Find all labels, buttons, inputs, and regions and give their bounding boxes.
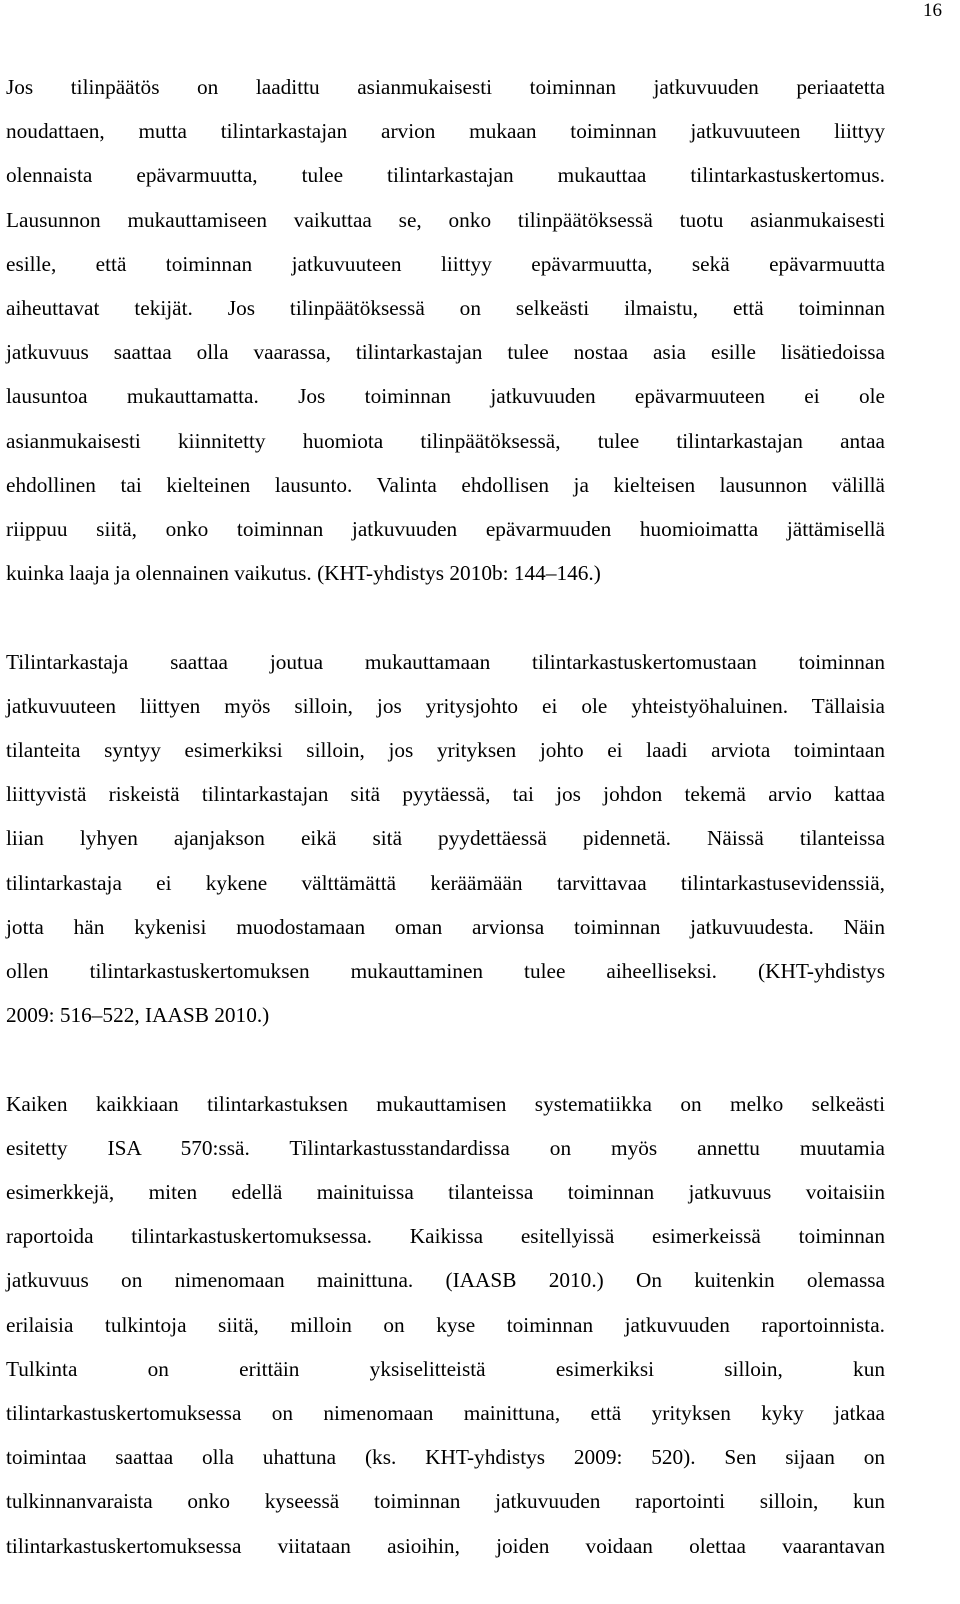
text-line: toimintaa saattaa olla uhattuna (ks. KHT-yhdistys 2009: 520). Sen sijaan on xyxy=(6,1445,885,1470)
text-line: jotta hän kykenisi muodostamaan oman arvionsa toiminnan jatkuvuudesta. Näin xyxy=(6,914,885,939)
text-line: jatkuvuus saattaa olla vaarassa, tilintarkastajan tulee nostaa asia esille lisätiedoissa xyxy=(6,340,885,365)
paragraph-going-concern-opinion xyxy=(6,65,885,595)
text-line: esitetty ISA 570:ssä. Tilintarkastusstandardissa on myös annettu muutamia xyxy=(6,1135,885,1160)
text-line: asianmukaisesti kiinnitetty huomiota tilinpäätöksessä, tulee tilintarkastajan antaa xyxy=(6,428,885,453)
text-line: esimerkkejä, miten edellä mainituissa tilanteissa toiminnan jatkuvuus voitaisiin xyxy=(6,1180,885,1205)
text-line: kuinka laaja ja olennainen vaikutus. (KHT-yhdistys 2010b: 144–146.) xyxy=(6,561,601,586)
text-line: tilintarkastuskertomuksessa viitataan asioihin, joiden voidaan olettaa vaarantavan xyxy=(6,1533,885,1558)
page-number: 16 xyxy=(923,0,942,21)
text-line: Tulkinta on erittäin yksiselitteistä esimerkiksi silloin, kun xyxy=(6,1356,885,1381)
text-line: jatkuvuus on nimenomaan mainittuna. (IAASB 2010.) On kuitenkin olemassa xyxy=(6,1268,885,1293)
text-line: Jos tilinpäätös on laadittu asianmukaisesti toiminnan jatkuvuuden periaatetta xyxy=(6,75,885,99)
text-line: Tilintarkastaja saattaa joutua mukauttamaan tilintarkastuskertomustaan toiminnan xyxy=(6,649,885,674)
paragraph-isa-570-reporting xyxy=(6,1082,885,1568)
text-line: tulkinnanvaraista onko kyseessä toiminnan jatkuvuuden raportointi silloin, kun xyxy=(6,1489,885,1514)
text-line: aiheuttavat tekijät. Jos tilinpäätöksessä on selkeästi ilmaistu, että toiminnan xyxy=(6,296,885,321)
text-line: tilintarkastuskertomuksessa on nimenomaan mainittuna, että yrityksen kyky jatkaa xyxy=(6,1401,885,1426)
text-line: noudattaen, mutta tilintarkastajan arvion mukaan toiminnan jatkuvuuteen liittyy xyxy=(6,119,885,144)
text-line: tilintarkastaja ei kykene välttämättä keräämään tarvittavaa tilintarkastusevidenssiä, xyxy=(6,870,885,895)
paragraph-management-cooperation xyxy=(6,640,885,1038)
text-line: erilaisia tulkintoja siitä, milloin on kyse toiminnan jatkuvuuden raportoinnista. xyxy=(6,1312,885,1337)
text-line: lausuntoa mukauttamatta. Jos toiminnan jatkuvuuden epävarmuuteen ei ole xyxy=(6,384,885,409)
text-line: esille, että toiminnan jatkuvuuteen liittyy epävarmuutta, sekä epävarmuutta xyxy=(6,251,885,276)
text-line: liian lyhyen ajanjakson eikä sitä pyydettäessä pidennetä. Näissä tilanteissa xyxy=(6,826,885,851)
text-line: jatkuvuuteen liittyen myös silloin, jos yritysjohto ei ole yhteistyöhaluinen. Tällaisia xyxy=(6,693,885,718)
text-line: Kaiken kaikkiaan tilintarkastuksen mukauttamisen systematiikka on melko selkeästi xyxy=(6,1091,885,1116)
text-line: olennaista epävarmuutta, tulee tilintarkastajan mukauttaa tilintarkastuskertomus. xyxy=(6,163,885,188)
text-line: ehdollinen tai kielteinen lausunto. Valinta ehdollisen ja kielteisen lausunnon välillä xyxy=(6,472,885,497)
text-line: Lausunnon mukauttamiseen vaikuttaa se, onko tilinpäätöksessä tuotu asianmukaisesti xyxy=(6,207,885,232)
text-line: 2009: 516–522, IAASB 2010.) xyxy=(6,1003,270,1028)
text-line: raportoida tilintarkastuskertomuksessa. Kaikissa esitellyissä esimerkeissä toiminnan xyxy=(6,1224,885,1249)
text-line: liittyvistä riskeistä tilintarkastajan sitä pyytäessä, tai jos johdon tekemä arvio kattaa xyxy=(6,782,885,807)
text-line: riippuu siitä, onko toiminnan jatkuvuuden epävarmuuden huomioimatta jättämisellä xyxy=(6,517,885,542)
text-line: ollen tilintarkastuskertomuksen mukauttaminen tulee aiheelliseksi. (KHT-yhdistys xyxy=(6,959,885,984)
text-line: tilanteita syntyy esimerkiksi silloin, jos yrityksen johto ei laadi arviota toimintaan xyxy=(6,738,885,763)
document-body xyxy=(6,65,885,1568)
